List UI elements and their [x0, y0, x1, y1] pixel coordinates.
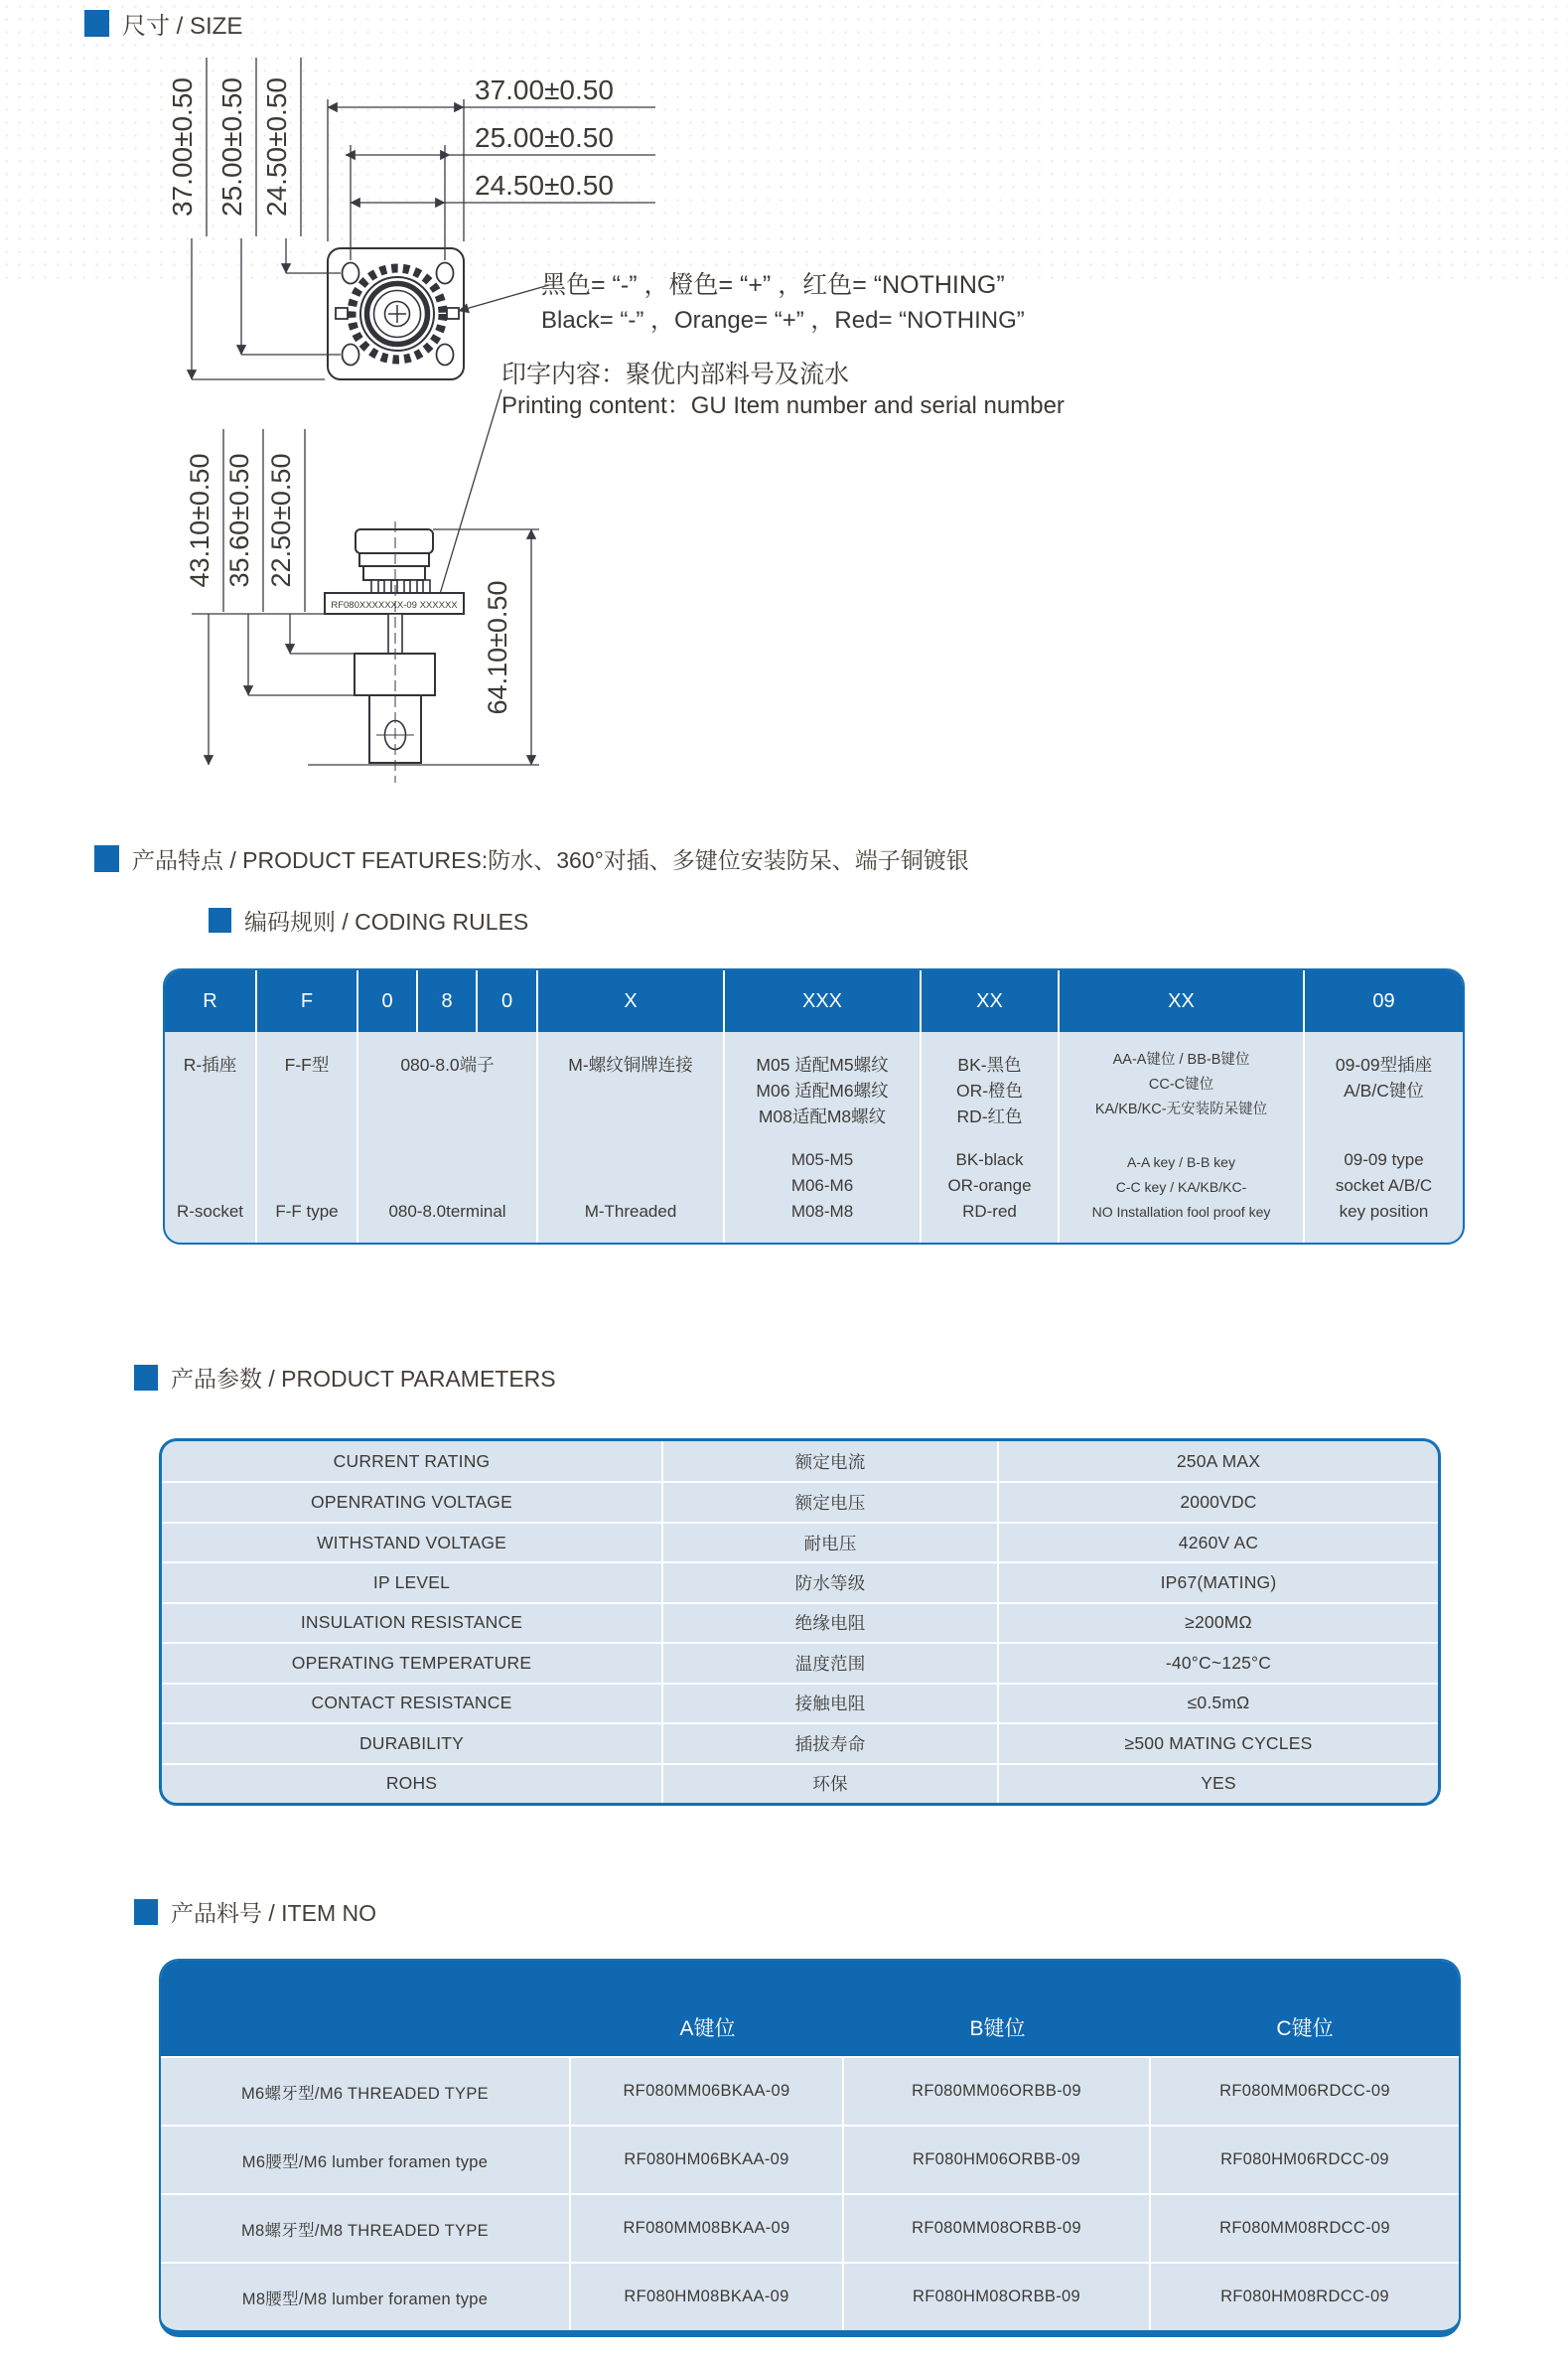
- cell-line: M05-M5: [790, 1150, 854, 1169]
- param-value: 250A MAX: [1176, 1450, 1261, 1471]
- item-part-number: RF080MM06BKAA-09: [571, 2058, 844, 2125]
- item-header-key-b: B键位: [969, 2017, 1026, 2040]
- cell-line: A/B/C键位: [1344, 1081, 1424, 1101]
- param-value: 2000VDC: [1180, 1492, 1257, 1513]
- param-name-en: CONTACT RESISTANCE: [162, 1685, 663, 1722]
- section-heading-features: [94, 842, 969, 875]
- param-name-zh: 温度范围: [663, 1644, 999, 1682]
- cell-line: RD-红色: [956, 1107, 1023, 1126]
- table-row: [162, 1602, 1438, 1642]
- coding-header-cell: XX: [1060, 970, 1305, 1032]
- front-view: [328, 248, 464, 379]
- item-part-number: RF080HM06ORBB-09: [844, 2127, 1151, 2193]
- coding-header-cell: 8: [418, 970, 478, 1032]
- section-heading-coding-label: 编码规则 / CODING RULES: [244, 909, 529, 935]
- coding-header-cell: R: [165, 970, 257, 1032]
- param-value: IP67(MATING): [1160, 1572, 1277, 1593]
- cell-line: 09-09 type: [1344, 1150, 1424, 1169]
- printing-callout-en: Printing content：GU Item number and serial number: [501, 392, 1065, 419]
- cell-line: NO Installation fool proof key: [1091, 1204, 1271, 1220]
- cell-line: 09-09型插座: [1335, 1055, 1433, 1075]
- section-heading-item-no: [134, 1895, 376, 1928]
- section-heading-coding-rules: [209, 904, 528, 937]
- cell-line: key position: [1339, 1202, 1429, 1221]
- coding-header-cell: F: [257, 970, 358, 1032]
- side-view: [325, 529, 464, 763]
- section-heading-size-label: 尺寸 / SIZE: [122, 13, 243, 40]
- cell-line: M08-M8: [790, 1202, 854, 1221]
- front-dimension-labels: [167, 74, 614, 217]
- item-part-number: RF080HM08RDCC-09: [1220, 2287, 1389, 2305]
- technical-drawing: [84, 40, 1177, 814]
- cell-line: M-螺纹铜牌连接: [568, 1055, 693, 1075]
- coding-header-cell: XXX: [725, 970, 922, 1032]
- table-row: [162, 1722, 1438, 1762]
- param-name-en: OPENRATING VOLTAGE: [162, 1483, 663, 1521]
- section-heading-item-label: 产品料号 / ITEM NO: [171, 1900, 376, 1926]
- item-part-number: RF080MM08ORBB-09: [844, 2195, 1151, 2262]
- coding-cell-terminal: [358, 1032, 538, 1243]
- coding-rules-table: [163, 968, 1465, 1245]
- color-code-callout-en: Black= “-” ，Orange= “+” ，Red= “NOTHING”: [541, 307, 1025, 334]
- item-part-number: RF080MM08RDCC-09: [1219, 2219, 1390, 2237]
- cell-line: M06-M6: [790, 1176, 854, 1195]
- item-type: M8螺牙型/M8 THREADED TYPE: [161, 2195, 571, 2262]
- cell-line: F-F type: [275, 1202, 339, 1221]
- section-heading-parameters: [134, 1361, 556, 1394]
- cell-line: R-socket: [176, 1202, 244, 1221]
- blue-square-icon: [134, 1899, 158, 1925]
- blue-square-icon: [134, 1365, 158, 1391]
- item-part-number: RF080HM06RDCC-09: [1220, 2150, 1389, 2168]
- cell-line: BK-黑色: [957, 1055, 1022, 1075]
- cell-line: BK-black: [955, 1150, 1024, 1169]
- coding-header-cell: X: [538, 970, 725, 1032]
- side-dimension-labels: [185, 454, 512, 715]
- param-value: ≥200MΩ: [1185, 1612, 1252, 1633]
- cell-line: M-Threaded: [584, 1202, 677, 1221]
- table-row: [161, 2056, 1459, 2125]
- coding-cell-socket-type: [1305, 1032, 1463, 1243]
- param-name-zh: 绝缘电阻: [663, 1604, 999, 1642]
- param-name-zh: 插拔寿命: [663, 1724, 999, 1762]
- table-row: [161, 2193, 1459, 2262]
- item-type: M8腰型/M8 lumber foramen type: [161, 2264, 571, 2330]
- section-heading-features-label: 产品特点 / PRODUCT FEATURES:防水、360°对插、多键位安装防呆、端子铜镀银: [132, 847, 969, 873]
- dim-height-1: 37.00±0.50: [167, 77, 198, 217]
- coding-cell-socket: [165, 1032, 257, 1243]
- coding-header-cell: 0: [358, 970, 418, 1032]
- coding-cell-thread-size: [725, 1032, 922, 1243]
- table-row: [162, 1561, 1438, 1601]
- param-name-zh: 防水等级: [663, 1563, 999, 1601]
- cell-line: RD-red: [962, 1202, 1017, 1221]
- coding-header-cell: XX: [922, 970, 1060, 1032]
- cell-line: OR-orange: [947, 1176, 1032, 1195]
- item-table-header-row: [161, 1961, 1459, 2056]
- cell-line: KA/KB/KC-无安装防呆键位: [1094, 1102, 1268, 1117]
- side-dim-1: 43.10±0.50: [185, 453, 214, 588]
- table-row: [161, 2125, 1459, 2193]
- flange-print-text: RF080XXXXXXX-09 XXXXXX: [331, 600, 458, 611]
- table-row: [161, 2262, 1459, 2330]
- dim-width-1: 37.00±0.50: [475, 74, 614, 105]
- print-callout-leader: [440, 389, 501, 594]
- printing-callout-zh: 印字内容：聚优内部料号及流水: [501, 361, 850, 388]
- param-name-en: WITHSTAND VOLTAGE: [162, 1524, 663, 1561]
- color-callout-leader: [459, 285, 549, 311]
- cell-line: M08适配M8螺纹: [758, 1107, 887, 1126]
- param-name-en: IP LEVEL: [162, 1563, 663, 1601]
- param-value: -40°C~125°C: [1165, 1652, 1272, 1673]
- param-name-en: INSULATION RESISTANCE: [162, 1604, 663, 1642]
- item-part-number: RF080MM06ORBB-09: [844, 2058, 1151, 2125]
- coding-cell-connection: [538, 1032, 725, 1243]
- cell-line: CC-C键位: [1148, 1077, 1214, 1093]
- cell-line: socket A/B/C: [1335, 1176, 1433, 1195]
- coding-cell-key: [1060, 1032, 1305, 1243]
- param-name-zh: 接触电阻: [663, 1685, 999, 1722]
- item-part-number: RF080MM08BKAA-09: [571, 2195, 844, 2262]
- table-row: [162, 1481, 1438, 1521]
- cell-line: A-A key / B-B key: [1127, 1154, 1235, 1170]
- cell-line: C-C key / KA/KB/KC-: [1115, 1179, 1247, 1195]
- cell-line: 080-8.0端子: [400, 1055, 495, 1075]
- param-value: ≥500 MATING CYCLES: [1124, 1732, 1313, 1753]
- item-type: M6腰型/M6 lumber foramen type: [161, 2127, 571, 2193]
- item-header-key-c: C键位: [1276, 2017, 1334, 2040]
- cell-line: M05 适配M5螺纹: [756, 1055, 889, 1075]
- blue-square-icon: [209, 908, 231, 933]
- coding-table-header-row: [165, 970, 1463, 1032]
- cell-line: AA-A键位 / BB-B键位: [1112, 1052, 1250, 1068]
- item-part-number: RF080HM08BKAA-09: [571, 2264, 844, 2330]
- param-name-zh: 环保: [663, 1765, 999, 1803]
- blue-square-icon: [84, 10, 109, 37]
- side-dim-total: 64.10±0.50: [483, 580, 512, 715]
- param-value: ≤0.5mΩ: [1187, 1693, 1250, 1713]
- dim-width-3: 24.50±0.50: [475, 170, 614, 201]
- table-row: [162, 1522, 1438, 1561]
- product-parameters-table: [159, 1438, 1441, 1806]
- item-table-body: [161, 2056, 1459, 2330]
- section-heading-parameters-label: 产品参数 / PRODUCT PARAMETERS: [171, 1366, 556, 1392]
- color-code-callout-zh: 黑色= “-” ，橙色= “+” ，红色= “NOTHING”: [541, 271, 1005, 299]
- cell-line: OR-橙色: [955, 1081, 1024, 1101]
- table-row: [162, 1441, 1438, 1481]
- dim-height-3: 24.50±0.50: [261, 77, 292, 217]
- cell-line: R-插座: [183, 1055, 237, 1075]
- param-name-en: ROHS: [162, 1765, 663, 1803]
- param-name-en: DURABILITY: [162, 1724, 663, 1762]
- param-name-zh: 额定电压: [663, 1483, 999, 1521]
- param-value: 4260V AC: [1178, 1532, 1259, 1552]
- coding-header-cell: 09: [1372, 989, 1395, 1012]
- blue-square-icon: [94, 845, 119, 872]
- cell-line: M06 适配M6螺纹: [756, 1081, 889, 1101]
- param-value: YES: [1201, 1773, 1236, 1794]
- dim-height-2: 25.00±0.50: [216, 77, 247, 217]
- coding-header-cell: 0: [478, 970, 538, 1032]
- dim-width-2: 25.00±0.50: [475, 122, 614, 153]
- param-name-zh: 耐电压: [663, 1524, 999, 1561]
- param-name-en: CURRENT RATING: [162, 1441, 663, 1481]
- coding-cell-type: [257, 1032, 358, 1243]
- item-number-table: [159, 1959, 1461, 2337]
- section-heading-size: [84, 6, 242, 41]
- item-part-number: RF080HM08ORBB-09: [844, 2264, 1151, 2330]
- item-header-key-a: A键位: [679, 2017, 736, 2040]
- side-dim-2: 35.60±0.50: [224, 453, 254, 588]
- table-row: [162, 1763, 1438, 1803]
- cell-line: 080-8.0terminal: [388, 1202, 506, 1221]
- coding-table-body-row: [165, 1032, 1463, 1243]
- param-name-zh: 额定电流: [663, 1441, 999, 1481]
- table-row: [162, 1642, 1438, 1682]
- technical-drawing-svg: [84, 40, 1177, 814]
- side-dim-3: 22.50±0.50: [266, 453, 296, 588]
- param-name-en: OPERATING TEMPERATURE: [162, 1644, 663, 1682]
- item-part-number: RF080MM06RDCC-09: [1219, 2082, 1390, 2100]
- item-header-blank: [161, 2042, 571, 2056]
- table-row: [162, 1683, 1438, 1722]
- cell-line: F-F型: [284, 1055, 330, 1075]
- coding-cell-color: [922, 1032, 1060, 1243]
- item-part-number: RF080HM06BKAA-09: [571, 2127, 844, 2193]
- item-type: M6螺牙型/M6 THREADED TYPE: [161, 2058, 571, 2125]
